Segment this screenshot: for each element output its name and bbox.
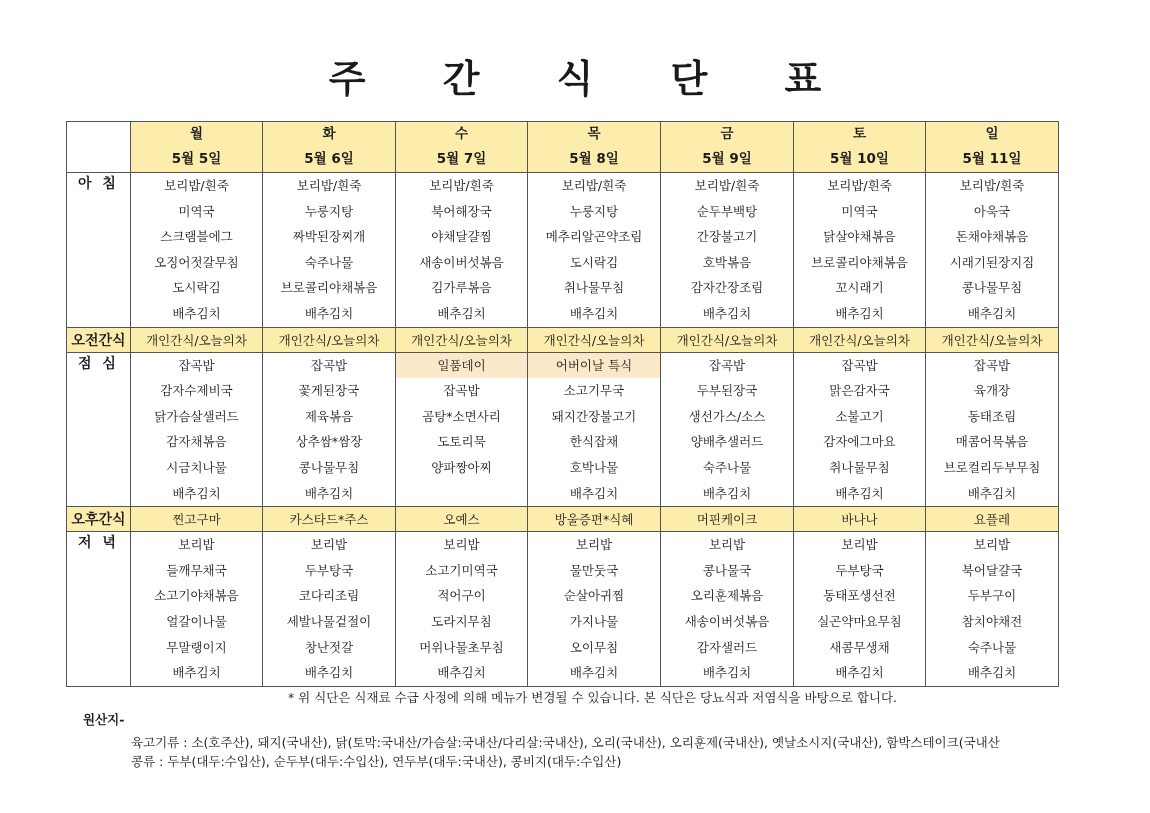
menu-item: 야채달걀찜 xyxy=(431,229,492,245)
dinner-row xyxy=(67,532,1059,687)
menu-item: 소불고기 xyxy=(835,408,884,424)
menu-item: 잡곡밥 xyxy=(178,357,215,373)
menu-item: 보리밥 xyxy=(708,537,746,553)
menu-item: 배추김치 xyxy=(967,665,1017,681)
menu-cell xyxy=(396,173,528,328)
menu-item: 잡곡밥 xyxy=(310,357,348,373)
menu-cell xyxy=(131,352,263,507)
menu-cell xyxy=(661,532,794,687)
menu-item: 보리밥/흰죽 xyxy=(561,178,627,193)
menu-item: 간장불고기 xyxy=(696,229,758,245)
menu-item: 매콤어묵볶음 xyxy=(955,434,1029,450)
menu-item: 보리밥/흰죽 xyxy=(959,178,1025,193)
menu-item: 배추김치 xyxy=(702,485,752,501)
menu-item: 소고기야채볶음 xyxy=(154,588,239,604)
menu-item: 보리밥 xyxy=(443,537,480,553)
menu-item: 보리밥 xyxy=(973,537,1011,553)
menu-item: 동태조림 xyxy=(967,408,1017,424)
menu-item: 닭살야채볶음 xyxy=(823,229,896,245)
menu-item: 순두부백탕 xyxy=(696,203,758,219)
snack-item: 개인간식/오늘의차 xyxy=(794,327,926,352)
snack-item: 바나나 xyxy=(794,507,926,532)
menu-item: 오이무침 xyxy=(569,639,619,655)
menu-item: 무말랭이지 xyxy=(166,639,227,655)
menu-item: 브로콜리야채볶음 xyxy=(811,254,908,270)
menu-item: 창난젓갈 xyxy=(304,639,354,655)
menu-item: 도토리묵 xyxy=(437,434,486,450)
meal-label-breakfast: 아 침 xyxy=(67,173,131,328)
menu-item: 양배추샐러드 xyxy=(690,434,764,450)
day-header xyxy=(794,122,926,173)
menu-cell xyxy=(926,532,1059,687)
day-date: 5월 9일 xyxy=(702,151,752,167)
menu-item: 돼지간장불고기 xyxy=(551,408,637,424)
menu-item: 보리밥 xyxy=(178,537,215,553)
menu-item: 콩나물무침 xyxy=(298,459,360,475)
snack-item: 오예스 xyxy=(396,507,528,532)
menu-item: 배추김치 xyxy=(304,305,354,321)
menu-cell xyxy=(528,532,661,687)
menu-item: 꼬시래기 xyxy=(835,280,884,296)
menu-item: 상추쌈*쌈장 xyxy=(295,434,363,450)
menu-item: 배추김치 xyxy=(835,305,884,321)
day-header xyxy=(131,122,263,173)
meal-label-morning-snack: 오전간식 xyxy=(67,327,131,352)
breakfast-row xyxy=(67,173,1059,328)
menu-item: 배추김치 xyxy=(172,665,221,681)
meal-label-dinner: 저 녁 xyxy=(67,532,131,687)
menu-item: 감자에그마요 xyxy=(823,434,896,450)
menu-item: 코다리조림 xyxy=(298,588,360,604)
weekly-menu-table xyxy=(66,121,1059,687)
menu-item: 새송이버섯볶음 xyxy=(419,254,504,270)
menu-item: 오징어젓갈무침 xyxy=(154,254,239,270)
menu-item: 시래기된장지짐 xyxy=(949,254,1035,270)
snack-item: 개인간식/오늘의차 xyxy=(528,327,661,352)
menu-item: 새송이버섯볶음 xyxy=(684,613,770,629)
menu-item: 호박나물 xyxy=(569,459,619,475)
menu-item: 잡곡밥 xyxy=(973,357,1011,373)
day-header xyxy=(661,122,794,173)
menu-item: 가지나물 xyxy=(569,613,619,629)
menu-item: 일품데이 xyxy=(396,353,527,379)
menu-item: 머위나물초무침 xyxy=(419,639,504,655)
menu-cell xyxy=(528,173,661,328)
menu-item: 감자간장조림 xyxy=(690,280,764,296)
menu-item: 취나물무침 xyxy=(563,280,625,296)
menu-item xyxy=(396,481,527,507)
menu-item: 두부탕국 xyxy=(304,562,354,578)
origin-meat: 육고기류 : 소(호주산), 돼지(국내산), 닭(토막:국내산/가슴살:국내산/다리살:국내산), 오리(국내산), 오리훈제(국내산), 옛날소시지(국내산), 함박스테이크(국내산 xyxy=(131,735,1000,750)
menu-item: 소고기미역국 xyxy=(425,562,498,578)
snack-item: 찐고구마 xyxy=(131,507,263,532)
day-header xyxy=(263,122,396,173)
menu-item: 보리밥 xyxy=(841,537,878,553)
menu-item: 숙주나물 xyxy=(702,459,752,475)
day-name: 월 xyxy=(189,126,204,142)
menu-item: 미역국 xyxy=(178,203,215,219)
menu-item: 닭가슴살샐러드 xyxy=(154,408,239,424)
menu-item: 스크램블에그 xyxy=(160,229,233,245)
menu-item: 보리밥 xyxy=(310,537,348,553)
menu-item: 두부구이 xyxy=(967,588,1017,604)
menu-cell xyxy=(263,352,396,507)
menu-item: 취나물무침 xyxy=(829,459,890,475)
snack-item: 개인간식/오늘의차 xyxy=(131,327,263,352)
menu-item: 미역국 xyxy=(841,203,878,219)
origin-beans: 콩류 : 두부(대두:수입산), 순두부(대두:수입산), 연두부(대두:국내산), 콩비지(대두:수입산) xyxy=(131,754,622,769)
menu-item: 호박볶음 xyxy=(702,254,752,270)
menu-cell xyxy=(528,352,661,507)
menu-item: 맑은감자국 xyxy=(829,383,890,399)
menu-item: 숙주나물 xyxy=(304,254,354,270)
menu-item: 배추김치 xyxy=(437,305,486,321)
menu-item: 배추김치 xyxy=(569,305,619,321)
day-header-row xyxy=(67,122,1059,173)
day-date: 5월 6일 xyxy=(304,151,354,167)
snack-item: 카스타드*주스 xyxy=(263,507,396,532)
menu-item: 양파짱아찌 xyxy=(431,459,492,475)
menu-item: 세발나물겉절이 xyxy=(286,613,372,629)
menu-item: 얼갈이나물 xyxy=(166,613,227,629)
menu-item: 콩나물무침 xyxy=(961,280,1023,296)
menu-item: 숙주나물 xyxy=(967,639,1017,655)
menu-cell xyxy=(131,532,263,687)
menu-item: 실곤약마요무침 xyxy=(817,613,902,629)
menu-item: 도시락김 xyxy=(172,280,221,296)
day-name: 금 xyxy=(720,126,734,142)
menu-item: 브로콜리야채볶음 xyxy=(280,280,378,296)
menu-item: 브로컬리두부무침 xyxy=(943,459,1041,475)
menu-item: 배추김치 xyxy=(569,665,619,681)
lunch-row xyxy=(67,352,1059,507)
day-date: 5월 8일 xyxy=(569,151,619,167)
menu-item: 보리밥 xyxy=(575,537,613,553)
menu-item: 배추김치 xyxy=(702,305,752,321)
day-name: 일 xyxy=(985,126,999,142)
menu-item: 시금치나물 xyxy=(166,459,227,475)
menu-item: 배추김치 xyxy=(967,305,1017,321)
menu-cell xyxy=(263,173,396,328)
menu-item: 배추김치 xyxy=(172,305,221,321)
menu-item: 감자샐러드 xyxy=(696,639,758,655)
menu-item: 콩나물국 xyxy=(702,562,752,578)
menu-cell xyxy=(661,352,794,507)
snack-item: 요플레 xyxy=(926,507,1059,532)
day-name: 화 xyxy=(322,126,336,142)
menu-item: 배추김치 xyxy=(967,485,1017,501)
morning-snack-row xyxy=(67,327,1059,352)
menu-item: 김가루볶음 xyxy=(431,280,492,296)
menu-item: 누룽지탕 xyxy=(304,203,354,219)
snack-item: 개인간식/오늘의차 xyxy=(926,327,1059,352)
day-name: 토 xyxy=(852,126,867,142)
afternoon-snack-row xyxy=(67,507,1059,532)
day-date: 5월 5일 xyxy=(171,151,222,167)
menu-cell xyxy=(396,532,528,687)
menu-item: 곰탕*소면사리 xyxy=(422,408,501,424)
menu-item: 들깨무채국 xyxy=(166,562,227,578)
menu-item: 꽃게된장국 xyxy=(298,383,360,399)
menu-item: 오리훈제볶음 xyxy=(690,588,764,604)
day-date: 5월 7일 xyxy=(436,151,487,167)
menu-cell xyxy=(263,532,396,687)
menu-item: 배추김치 xyxy=(304,665,354,681)
menu-item: 육개장 xyxy=(973,383,1011,399)
menu-item: 보리밥/흰죽 xyxy=(429,178,494,193)
menu-item: 생선가스/소스 xyxy=(688,408,766,424)
menu-item: 북어해장국 xyxy=(431,203,492,219)
menu-item: 보리밥/흰죽 xyxy=(694,178,760,193)
day-header xyxy=(926,122,1059,173)
menu-item: 소고기무국 xyxy=(563,383,625,399)
menu-item: 배추김치 xyxy=(835,665,884,681)
menu-item: 북어달걀국 xyxy=(961,562,1023,578)
menu-item: 배추김치 xyxy=(702,665,752,681)
menu-item: 잡곡밥 xyxy=(841,357,878,373)
meal-label-afternoon-snack: 오후간식 xyxy=(67,507,131,532)
menu-item: 두부탕국 xyxy=(835,562,884,578)
menu-item: 참치야채전 xyxy=(961,613,1023,629)
menu-item: 한식잡채 xyxy=(569,434,619,450)
menu-cell xyxy=(396,352,528,507)
menu-item: 적어구이 xyxy=(437,588,486,604)
menu-cell xyxy=(794,352,926,507)
day-date: 5월 11일 xyxy=(962,151,1022,167)
day-header xyxy=(396,122,528,173)
menu-item: 어버이날 특식 xyxy=(528,353,660,379)
menu-cell xyxy=(926,173,1059,328)
menu-item: 물만둣국 xyxy=(569,562,619,578)
menu-item: 제육볶음 xyxy=(304,408,354,424)
menu-item: 배추김치 xyxy=(569,485,619,501)
snack-item: 방울증편*식혜 xyxy=(528,507,661,532)
page-title: 주 간 식 단 표 xyxy=(328,57,854,101)
corner-cell xyxy=(67,122,131,173)
menu-item: 배추김치 xyxy=(835,485,884,501)
menu-item: 메추리알곤약조림 xyxy=(545,229,643,245)
menu-item: 감자채볶음 xyxy=(166,434,227,450)
menu-item: 배추김치 xyxy=(437,665,486,681)
menu-item: 배추김치 xyxy=(304,485,354,501)
snack-item: 머핀케이크 xyxy=(661,507,794,532)
menu-item: 아욱국 xyxy=(973,203,1011,219)
menu-item: 돈채야채볶음 xyxy=(955,229,1029,245)
menu-cell xyxy=(926,352,1059,507)
meal-label-lunch: 점 심 xyxy=(67,352,131,507)
menu-item: 동태포생선전 xyxy=(823,588,896,604)
menu-item: 잡곡밥 xyxy=(708,357,746,373)
origin-title: 원산지- xyxy=(83,712,125,727)
menu-item: 짜박된장찌개 xyxy=(292,229,366,245)
day-name: 목 xyxy=(587,126,601,142)
menu-cell xyxy=(131,173,263,328)
menu-item: 보리밥/흰죽 xyxy=(164,178,229,193)
menu-item: 보리밥/흰죽 xyxy=(827,178,892,193)
menu-item: 누룽지탕 xyxy=(569,203,619,219)
menu-item: 두부된장국 xyxy=(696,383,758,399)
day-header xyxy=(528,122,661,173)
menu-cell xyxy=(661,173,794,328)
day-date: 5월 10일 xyxy=(830,151,889,167)
menu-item: 순살아귀찜 xyxy=(563,588,625,604)
menu-item: 도라지무침 xyxy=(431,613,492,629)
snack-item: 개인간식/오늘의차 xyxy=(661,327,794,352)
menu-item: 잡곡밥 xyxy=(443,383,480,399)
menu-cell xyxy=(794,173,926,328)
menu-item: 감자수제비국 xyxy=(160,383,233,399)
menu-change-note: * 위 식단은 식재료 수급 사정에 의해 메뉴가 변경될 수 있습니다. 본 식단은 당뇨식과 저염식을 바탕으로 합니다. xyxy=(287,690,898,705)
menu-item: 보리밥/흰죽 xyxy=(296,178,362,193)
menu-item: 배추김치 xyxy=(172,485,221,501)
snack-item: 개인간식/오늘의차 xyxy=(263,327,396,352)
menu-item: 도시락김 xyxy=(569,254,619,270)
menu-cell xyxy=(794,532,926,687)
menu-item: 새콤무생채 xyxy=(829,639,890,655)
snack-item: 개인간식/오늘의차 xyxy=(396,327,528,352)
day-name: 수 xyxy=(454,126,469,142)
